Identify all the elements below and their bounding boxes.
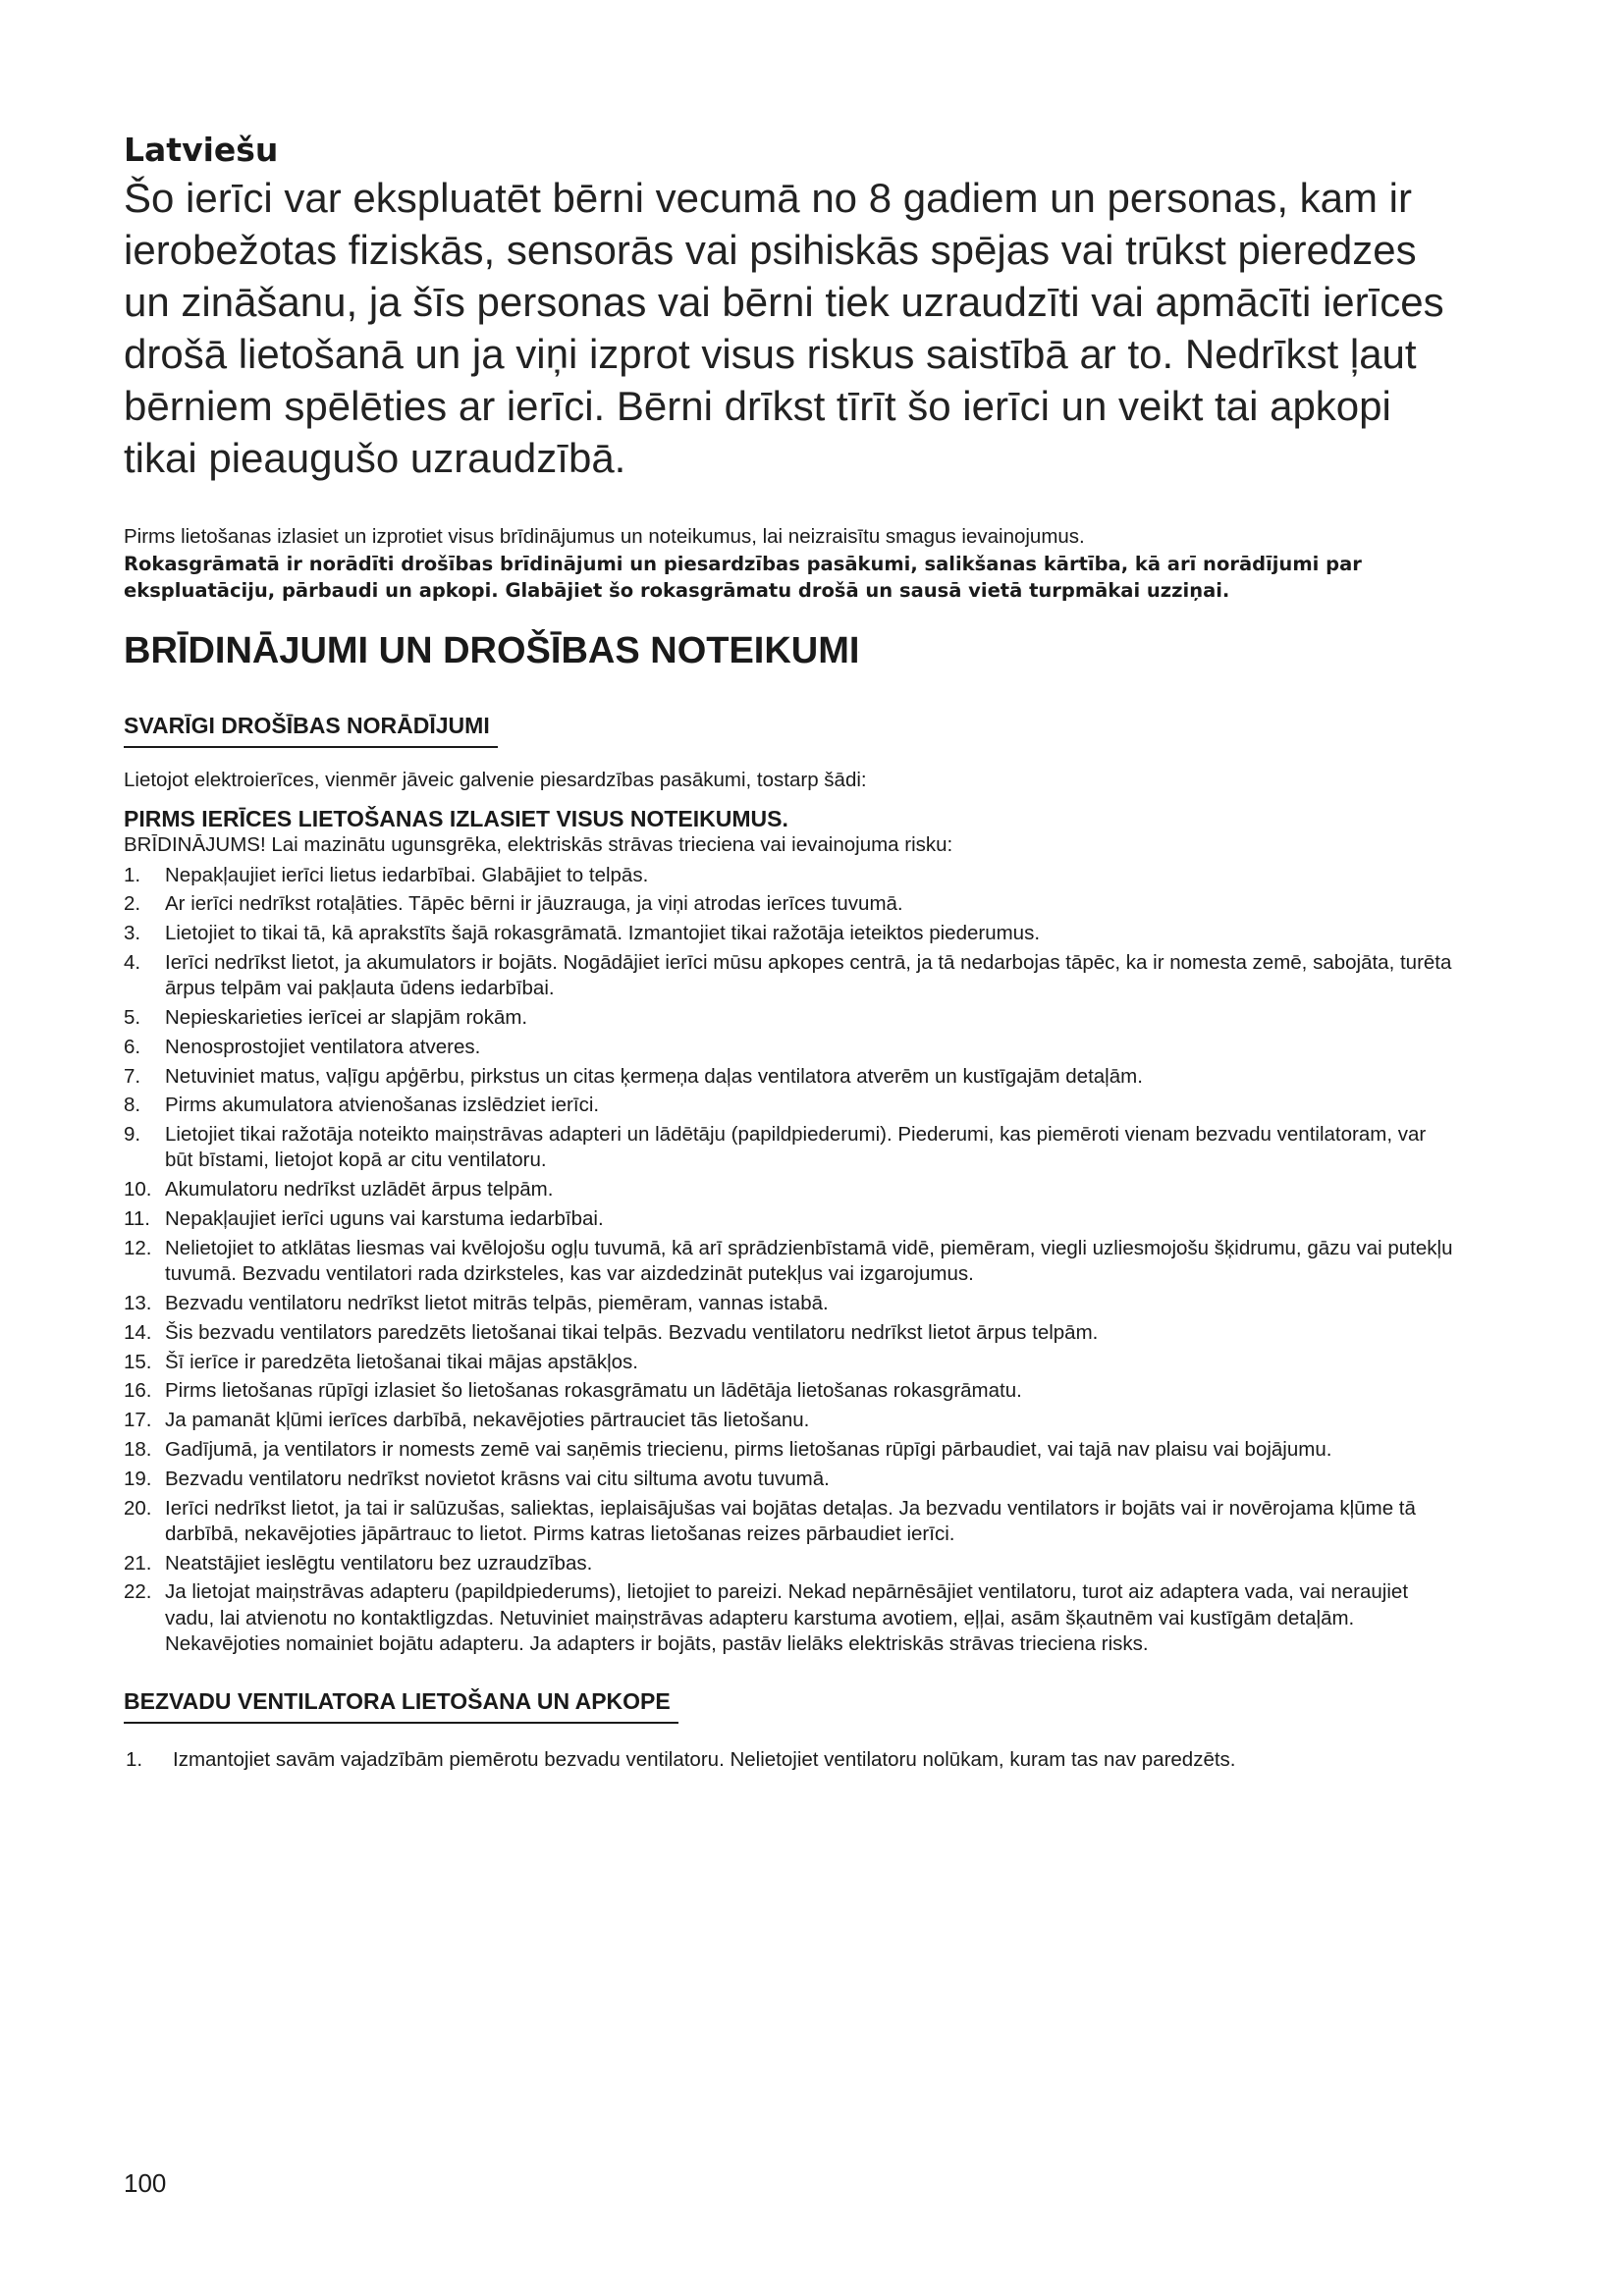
list-item-number: 12. xyxy=(124,1236,152,1259)
list-item-text: Nepakļaujiet ierīci uguns vai karstuma iedarbībai. xyxy=(165,1207,604,1231)
list-item-text: Neatstājiet ieslēgtu ventilatoru bez uzraudzības. xyxy=(165,1551,593,1575)
list-item-number: 9. xyxy=(124,1123,141,1147)
list-item-text: Nenosprostojiet ventilatora atveres. xyxy=(165,1035,481,1058)
list-item-text: Ja pamanāt kļūmi ierīces darbībā, nekavējoties pārtrauciet tās lietošanu. xyxy=(165,1409,810,1432)
list-item-text: Ierīci nedrīkst lietot, ja tai ir salūzušas, saliektas, ieplaisājušas vai bojātas detaļas. Ja bezvadu ventilators ir bojāts vai ir novērojama kļūme tā darbībā, nekavējoties jāpārtrauc to lietot. Pirms katras lietošanas reizes pārbaudiet ierīci. xyxy=(165,1496,1416,1545)
child-safety-warning: Šo ierīci var ekspluatēt bērni vecumā no 8 gadiem un personas, kam ir ierobežotas fiziskās, sensorās vai psihiskās spējas vai trūkst pieredzes un zināšanu, ja šīs personas vai bērni tiek uzraudzīti vai apmācīti ierīces drošā lietošanā un ja viņi izprot visus riskus saistībā ar to. Nedrīkst ļaut bērniem spēlēties ar ierīci. Bērni drīkst tīrīt šo ierīci un veikt tai apkopi tikai pieaugušo uzraudzībā. xyxy=(124,175,1444,481)
list-item xyxy=(124,1177,1459,1202)
list-item xyxy=(124,1467,1459,1492)
list-item-text: Pirms lietošanas rūpīgi izlasiet šo lietošanas rokasgrāmatu un lādētāja lietošanas rokasgrāmatu. xyxy=(165,1379,1022,1403)
list-item-text: Akumulatoru nedrīkst uzlādēt ārpus telpām. xyxy=(165,1178,554,1201)
list-item-number: 18. xyxy=(124,1437,152,1461)
list-item-number: 22. xyxy=(124,1580,152,1604)
main-heading: BRĪDINĀJUMI UN DROŠĪBAS NOTEIKUMI xyxy=(124,629,860,671)
list-item-number: 19. xyxy=(124,1467,152,1490)
list-item-number: 11. xyxy=(124,1207,150,1231)
list-item xyxy=(124,921,1459,946)
read-all-rules-subheading: PIRMS IERĪCES LIETOŠANAS IZLASIET VISUS NOTEIKUMUS. xyxy=(124,806,788,831)
list-item xyxy=(124,1122,1459,1174)
list-item-number: 5. xyxy=(124,1005,141,1029)
list-item xyxy=(124,1350,1459,1375)
list-item-text: Ja lietojat maiņstrāvas adapteru (papildpiederums), lietojiet to pareizi. Nekad nepārnēsājiet ventilatoru, turot aiz adaptera vada, vai neraujiet vadu, lai atvienotu no kontaktligzdas. Netuviniet maiņstrāvas adapteru karstuma avotiem, eļļai, asām šķautnēm vai kustīgām detaļām. Nekavējoties nomainiet bojātu adapteru. Ja adapters ir bojāts, pastāv lielāks elektriskās strāvas trieciena risks. xyxy=(165,1580,1409,1656)
list-item-text: Pirms akumulatora atvienošanas izslēdziet ierīci. xyxy=(165,1094,600,1117)
list-item-text: Šis bezvadu ventilators paredzēts lietošanai tikai telpās. Bezvadu ventilatoru nedrīkst lietot ārpus telpām. xyxy=(165,1320,1099,1344)
list-item xyxy=(124,1206,1459,1232)
list-item-number: 3. xyxy=(124,922,141,945)
section-heading: BEZVADU VENTILATORA LIETOŠANA UN APKOPE xyxy=(124,1686,678,1724)
list-item-number: 1. xyxy=(124,863,141,886)
list-item-text: Nepakļaujiet ierīci lietus iedarbībai. Glabājiet to telpās. xyxy=(165,863,649,886)
list-item-number: 2. xyxy=(124,892,141,916)
usage-list xyxy=(124,1745,1459,1774)
list-item xyxy=(124,1005,1459,1031)
list-item-number: 8. xyxy=(124,1094,141,1117)
list-item-text: Netuviniet matus, vaļīgu apģērbu, pirkstus un citas ķermeņa daļas ventilatora atverēm un kustīgajām detaļām. xyxy=(165,1064,1143,1088)
list-item-text: Bezvadu ventilatoru nedrīkst novietot krāsns vai citu siltuma avotu tuvumā. xyxy=(165,1467,830,1490)
list-item-number: 1. xyxy=(126,1748,143,1772)
list-item-text: Bezvadu ventilatoru nedrīkst lietot mitrās telpās, piemēram, vannas istabā. xyxy=(165,1291,829,1314)
list-item-number: 21. xyxy=(124,1551,152,1575)
safety-rules-list xyxy=(124,863,1459,1658)
general-precautions-text: Lietojot elektroierīces, vienmēr jāveic galvenie piesardzības pasākumi, tostarp šādi: xyxy=(124,768,867,791)
list-item xyxy=(124,1064,1459,1090)
list-item xyxy=(124,1093,1459,1118)
list-item-text: Nelietojiet to atklātas liesmas vai kvēlojošu ogļu tuvumā, kā arī sprādzienbīstamā vidē, piemēram, viegli uzliesmojošu šķidrumu, gāzu vai putekļu tuvumā. Bezvadu ventilatori rada dzirksteles, kas var aizdedzināt putekļus vai izgarojumus. xyxy=(165,1236,1453,1286)
section-heading: SVARĪGI DROŠĪBAS NORĀDĪJUMI xyxy=(124,711,498,748)
list-item xyxy=(124,1437,1459,1463)
list-item-number: 17. xyxy=(124,1409,152,1432)
list-item xyxy=(124,1035,1459,1060)
list-item xyxy=(124,1408,1459,1433)
list-item xyxy=(124,1236,1459,1288)
section-usage-care xyxy=(124,1686,1459,1774)
page-number: 100 xyxy=(124,2168,167,2198)
intro-block xyxy=(124,523,1459,605)
list-item-text: Ar ierīci nedrīkst rotaļāties. Tāpēc bērni ir jāuzrauga, ja viņi atrodas ierīces tuvumā. xyxy=(165,892,903,916)
list-item xyxy=(124,1579,1459,1657)
list-item-text: Lietojiet to tikai tā, kā aprakstīts šajā rokasgrāmatā. Izmantojiet tikai ražotāja ieteiktos piederumus. xyxy=(165,922,1041,945)
manual-page xyxy=(124,132,1459,1774)
list-item xyxy=(124,1320,1459,1346)
list-item-number: 15. xyxy=(124,1350,152,1373)
list-item xyxy=(124,1745,1459,1774)
section-safety-instructions xyxy=(124,711,1459,1658)
list-item-number: 13. xyxy=(124,1291,152,1314)
list-item-number: 4. xyxy=(124,950,141,974)
warning-intro: BRĪDINĀJUMS! Lai mazinātu ugunsgrēka, elektriskās strāvas trieciena vai ievainojuma risku: xyxy=(124,833,953,856)
list-item-text: Šī ierīce ir paredzēta lietošanai tikai mājas apstākļos. xyxy=(165,1350,638,1373)
list-item-number: 10. xyxy=(124,1178,152,1201)
list-item xyxy=(124,863,1459,888)
list-item-text: Ierīci nedrīkst lietot, ja akumulators ir bojāts. Nogādājiet ierīci mūsu apkopes centrā, ja tā nedarbojas tāpēc, ka ir nomesta zemē, sabojāta, turēta ārpus telpām vai pakļauta ūdens iedarbībai. xyxy=(165,950,1452,1000)
list-item-text: Lietojiet tikai ražotāja noteikto maiņstrāvas adapteri un lādētāju (papildpiederumi). Piederumi, kas piemēroti vienam bezvadu ventilatoram, var būt bīstami, lietojot kopā ar citu ventilatoru. xyxy=(165,1123,1427,1172)
list-item-text: Izmantojiet savām vajadzībām piemērotu bezvadu ventilatoru. Nelietojiet ventilatoru nolūkam, kuram tas nav paredzēts. xyxy=(173,1748,1236,1772)
list-item-number: 6. xyxy=(124,1035,141,1058)
list-item xyxy=(124,1551,1459,1576)
list-item xyxy=(124,891,1459,917)
list-item-text: Nepieskarieties ierīcei ar slapjām rokām. xyxy=(165,1005,528,1029)
list-item xyxy=(124,1291,1459,1316)
list-item-number: 7. xyxy=(124,1064,141,1088)
list-item-text: Gadījumā, ja ventilators ir nomests zemē vai saņēmis triecienu, pirms lietošanas rūpīgi pārbaudiet, vai tajā nav plaisu vai bojājumu. xyxy=(165,1437,1332,1461)
list-item-number: 16. xyxy=(124,1379,152,1403)
list-item xyxy=(124,950,1459,1002)
list-item xyxy=(124,1496,1459,1548)
intro-bold-text: Rokasgrāmatā ir norādīti drošības brīdinājumi un piesardzības pasākumi, salikšanas kārtība, kā arī norādījumi par ekspluatāciju, pārbaudi un apkopi. Glabājiet šo rokasgrāmatu drošā un sausā vietā turpmākai uzziņai. xyxy=(124,552,1362,602)
list-item-number: 14. xyxy=(124,1320,152,1344)
list-item-number: 20. xyxy=(124,1496,152,1520)
intro-text: Pirms lietošanas izlasiet un izprotiet visus brīdinājumus un noteikumus, lai neizraisītu smagus ievainojumus. xyxy=(124,525,1085,548)
language-title: Latviešu xyxy=(124,131,279,169)
list-item xyxy=(124,1378,1459,1404)
